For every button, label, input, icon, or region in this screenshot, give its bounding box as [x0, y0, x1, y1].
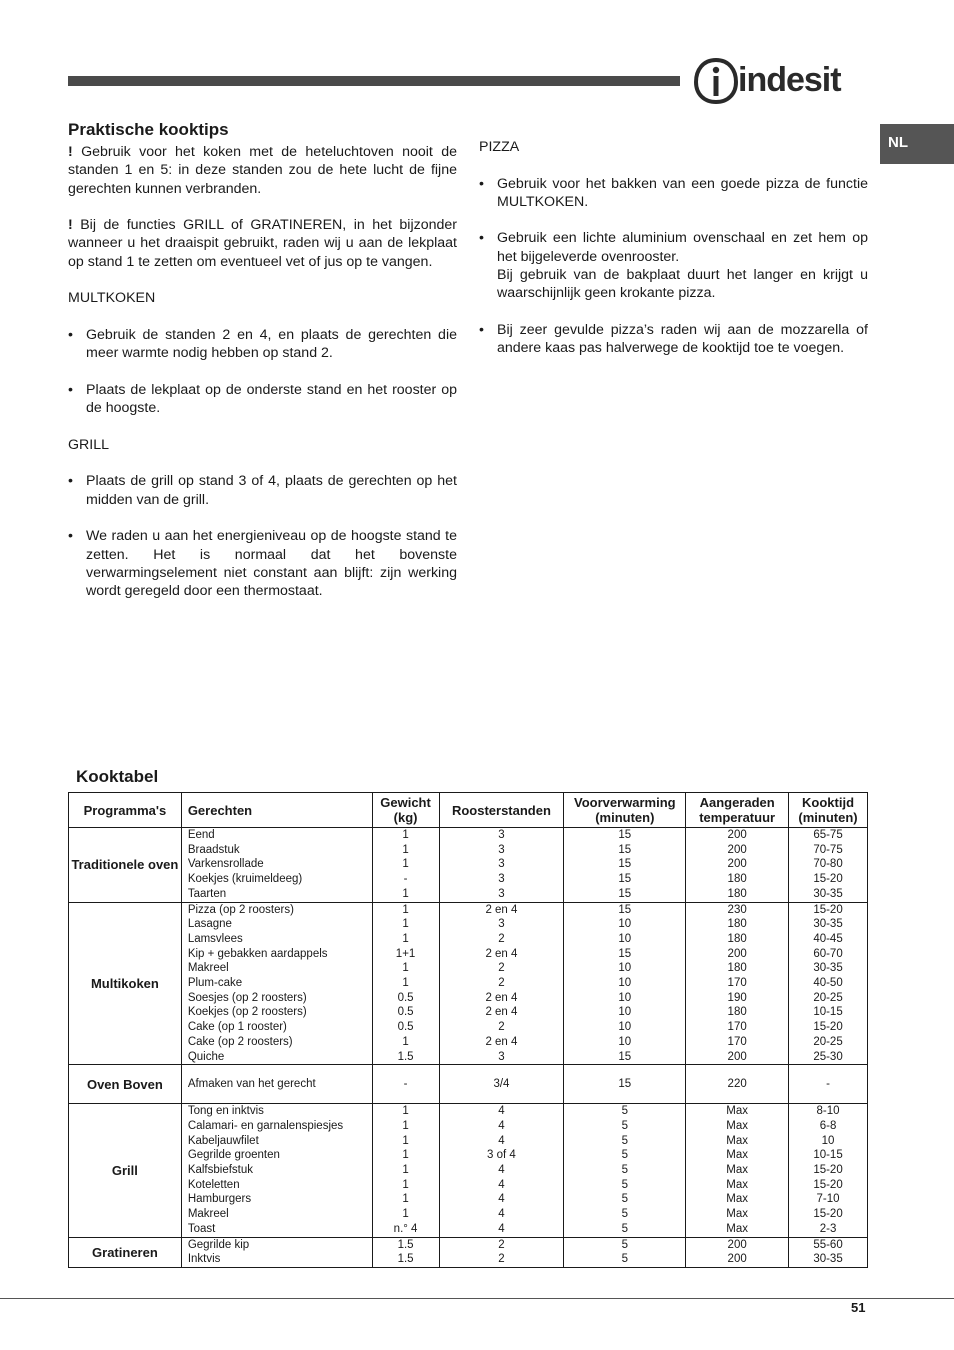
cell-line: 1.5 — [397, 1253, 414, 1266]
table-title: Kooktabel — [76, 767, 159, 786]
cell-line: 230 — [727, 903, 747, 916]
cell-line: 10 — [821, 1134, 835, 1147]
cell-line: 5 — [621, 1119, 628, 1132]
cell-line: 1 — [402, 843, 409, 856]
weight-cell — [372, 902, 439, 1065]
cell-line: 1 — [402, 932, 409, 945]
dishes-cell — [181, 1104, 372, 1237]
page-number: 51 — [851, 1300, 866, 1315]
cell-line: 4 — [498, 1119, 505, 1132]
cell-line: 200 — [727, 858, 747, 871]
cell-line: 1 — [402, 1105, 409, 1118]
cell-line: 4 — [498, 1134, 505, 1147]
dishes-cell — [181, 1237, 372, 1267]
cell-line: 1 — [402, 1164, 409, 1177]
program-cell: Traditionele oven — [69, 828, 182, 903]
cell-line: Varkensrollade — [187, 858, 264, 871]
cell-line: Max — [726, 1134, 749, 1147]
rack-cell — [439, 828, 564, 903]
cell-line: Max — [726, 1178, 749, 1191]
rack-cell — [439, 1104, 564, 1237]
header-kooktijd: Kooktijd (minuten) — [789, 793, 868, 828]
list-item-text: Bij gebruik van de bakplaat duurt het langer en krijgt u waarschijnlijk geen krokante pizza. — [497, 267, 868, 302]
cell-line: 1.5 — [397, 1050, 414, 1063]
cell-line: 200 — [727, 843, 747, 856]
preheat-cell — [564, 902, 686, 1065]
cell-line: 3/4 — [493, 1077, 510, 1090]
cooking-tips-right-column — [479, 138, 868, 358]
cooking-tips-left-column — [68, 120, 457, 600]
cell-line: 40-45 — [813, 932, 843, 945]
cell-line: 30-35 — [813, 1253, 843, 1266]
cell-line: 200 — [727, 947, 747, 960]
cell-line: 2 — [498, 977, 505, 990]
header-roosterstanden: Roosterstanden — [439, 793, 564, 828]
note-1 — [68, 143, 457, 198]
cell-line: 30-35 — [813, 962, 843, 975]
list-item: • Plaats de lekplaat op de onderste stand en het rooster op de hoogste. — [68, 381, 457, 417]
cell-line: 4 — [498, 1105, 505, 1118]
header-gerechten: Gerechten — [181, 793, 372, 828]
time-cell — [789, 1237, 868, 1267]
cell-line: 1 — [402, 1134, 409, 1147]
cell-line: 15 — [618, 887, 632, 900]
cell-line: 70-80 — [813, 858, 843, 871]
cell-line: 10 — [618, 977, 632, 990]
header-programma: Programma's — [69, 793, 182, 828]
cell-line: 2 en 4 — [485, 1035, 518, 1048]
cell-line: 5 — [621, 1238, 628, 1251]
list-item-text: Bij zeer gevulde pizza’s raden wij aan de mozzarella of andere kaas pas halverwege de kooktijd toe te voegen. — [497, 321, 868, 357]
cell-line: 0.5 — [397, 1021, 414, 1034]
table-row — [69, 1237, 868, 1267]
cell-line: 3 of 4 — [487, 1149, 516, 1162]
logo-wordmark: indesit — [738, 61, 841, 99]
cell-line: 15-20 — [813, 1021, 843, 1034]
cell-line: 180 — [727, 932, 747, 945]
cell-line: 2 — [498, 1238, 505, 1251]
cell-line: 10-15 — [813, 1006, 843, 1019]
time-cell — [789, 1104, 868, 1237]
grill-heading: GRILL — [68, 436, 110, 453]
table-row — [69, 828, 868, 903]
cell-line: 5 — [621, 1253, 628, 1266]
cell-line: 1 — [402, 962, 409, 975]
section-title: Praktische kooktips — [68, 120, 229, 139]
cell-line: 220 — [727, 1077, 747, 1090]
cell-line: 2 — [498, 1021, 505, 1034]
cell-line: 200 — [727, 1253, 747, 1266]
cell-line: 15-20 — [813, 873, 843, 886]
cell-line: 3 — [498, 858, 505, 871]
cell-line: 1.5 — [397, 1238, 414, 1251]
header-bar — [68, 76, 680, 86]
cell-line: 0.5 — [397, 1006, 414, 1019]
cell-line: 4 — [498, 1222, 505, 1235]
cell-line: 1 — [402, 903, 409, 916]
cell-line: Kalfsbiefstuk — [187, 1164, 254, 1177]
program-cell: Grill — [69, 1104, 182, 1237]
cell-line: Makreel — [187, 1208, 229, 1221]
temperature-cell — [686, 828, 789, 903]
cell-line: Taarten — [187, 887, 227, 900]
cell-line: 70-75 — [813, 843, 843, 856]
cell-line: 170 — [727, 977, 747, 990]
header-temperatuur: Aangeraden temperatuur — [686, 793, 789, 828]
cell-line: 15 — [618, 1077, 632, 1090]
cell-line: 1 — [402, 1178, 409, 1191]
table-body — [69, 828, 868, 1268]
cell-line: Tong en inktvis — [187, 1105, 264, 1118]
cell-line: 20-25 — [813, 991, 843, 1004]
rack-cell — [439, 1065, 564, 1104]
program-cell: Oven Boven — [69, 1065, 182, 1104]
cell-line: 190 — [727, 991, 747, 1004]
cell-line: 25-30 — [813, 1050, 843, 1063]
list-item: • Gebruik voor het bakken van een goede pizza de functie MULTKOKEN. — [479, 175, 868, 210]
note-1-text: Gebruik voor het koken met de heteluchtoven nooit de standen 1 en 5: in deze standen zou de hete lucht de fijne gerechten kunnen verbranden. — [68, 144, 457, 197]
cell-line: 180 — [727, 873, 747, 886]
temperature-cell — [686, 902, 789, 1065]
cell-line: 15 — [618, 858, 632, 871]
cell-line: 3 — [498, 873, 505, 886]
temperature-cell — [686, 1065, 789, 1104]
cell-line: 10-15 — [813, 1149, 843, 1162]
cell-line: Eend — [187, 829, 215, 841]
header-gewicht: Gewicht (kg) — [372, 793, 439, 828]
program-cell: Multikoken — [69, 902, 182, 1065]
cell-line: n.° 4 — [393, 1222, 418, 1235]
cell-line: 180 — [727, 918, 747, 931]
cell-line: 2 en 4 — [485, 1006, 518, 1019]
cell-line: Hamburgers — [187, 1193, 252, 1206]
program-cell: Gratineren — [69, 1237, 182, 1267]
preheat-cell — [564, 1065, 686, 1104]
cell-line: Cake (op 2 roosters) — [187, 1035, 293, 1048]
cell-line: 2 — [498, 1253, 505, 1266]
list-item: • Bij zeer gevulde pizza’s raden wij aan de mozzarella of andere kaas pas halverwege de kooktijd toe te voegen. — [479, 321, 868, 357]
cell-line: 10 — [618, 1006, 632, 1019]
cell-line: Pizza (op 2 roosters) — [187, 903, 294, 916]
list-item: • Gebruik een lichte aluminium ovenschaal en zet hem op het bijgeleverde ovenrooster. Bij gebruik van de bakplaat duurt het langer en krijgt u waarschijnlijk geen krokante pizza. — [479, 230, 868, 302]
cell-line: Max — [726, 1222, 749, 1235]
cell-line: 2 en 4 — [485, 903, 518, 916]
cell-line: 4 — [498, 1178, 505, 1191]
cell-line: 4 — [498, 1164, 505, 1177]
time-cell — [789, 1065, 868, 1104]
cell-line: 0.5 — [397, 991, 414, 1004]
cell-line: 1 — [402, 858, 409, 871]
cell-line: 2 — [498, 932, 505, 945]
dishes-cell — [181, 902, 372, 1065]
cell-line: 1 — [402, 918, 409, 931]
cell-line: 1 — [402, 1035, 409, 1048]
cell-line: 65-75 — [813, 829, 843, 841]
cell-line: 10 — [618, 1021, 632, 1034]
table-row — [69, 1104, 868, 1237]
cell-line: 1 — [402, 977, 409, 990]
cell-line: 5 — [621, 1134, 628, 1147]
cell-line: 15-20 — [813, 1164, 843, 1177]
temperature-cell — [686, 1104, 789, 1237]
cell-line: Gegrilde kip — [187, 1238, 250, 1251]
cell-line: Soesjes (op 2 roosters) — [187, 991, 307, 1004]
cell-line: 200 — [727, 829, 747, 841]
cell-line: Gegrilde groenten — [187, 1149, 280, 1162]
cell-line: Max — [726, 1193, 749, 1206]
weight-cell — [372, 1237, 439, 1267]
cell-line: 1 — [402, 829, 409, 841]
cell-line: Max — [726, 1164, 749, 1177]
list-item: • Plaats de grill op stand 3 of 4, plaats de gerechten op het midden van de grill. — [68, 473, 457, 508]
cell-line: 6-8 — [819, 1119, 837, 1132]
cell-line: Toast — [187, 1222, 216, 1235]
cell-line: 1 — [402, 1149, 409, 1162]
cell-line: 170 — [727, 1021, 747, 1034]
cell-line: Quiche — [187, 1050, 225, 1063]
list-item-text: Plaats de lekplaat op de onderste stand en het rooster op de hoogste. — [86, 381, 457, 417]
cell-line: 10 — [618, 991, 632, 1004]
cell-line: 3 — [498, 829, 505, 841]
time-cell — [789, 902, 868, 1065]
cell-line: Kabeljauwfilet — [187, 1134, 259, 1147]
cell-line: 5 — [621, 1105, 628, 1118]
cell-line: 30-35 — [813, 887, 843, 900]
cell-line: Koekjes (op 2 roosters) — [187, 1006, 307, 1019]
header-voorverwarming: Voorverwarming (minuten) — [564, 793, 686, 828]
cell-line: 15-20 — [813, 903, 843, 916]
warning-mark: ! — [68, 144, 73, 160]
cell-line: 180 — [727, 887, 747, 900]
table-header-row — [69, 793, 868, 828]
cell-line: 5 — [621, 1193, 628, 1206]
cell-line: Koekjes (kruimeldeeg) — [187, 873, 303, 886]
list-item-text: Gebruik een lichte aluminium ovenschaal en zet hem op het bijgeleverde ovenrooster. — [497, 230, 868, 265]
cell-line: 15 — [618, 829, 632, 841]
weight-cell — [372, 1065, 439, 1104]
list-item-text: Gebruik voor het bakken van een goede pizza de functie MULTKOKEN. — [497, 175, 868, 210]
cell-line: 2 en 4 — [485, 991, 518, 1004]
cell-line: 40-50 — [813, 977, 843, 990]
rack-cell — [439, 1237, 564, 1267]
cell-line: Calamari- en garnalenspiesjes — [187, 1119, 344, 1132]
cooking-table — [68, 792, 868, 1268]
cell-line: 55-60 — [813, 1238, 843, 1251]
cell-line: 15 — [618, 903, 632, 916]
cell-line: 1 — [402, 887, 409, 900]
cell-line: 200 — [727, 1238, 747, 1251]
list-item: • We raden u aan het energieniveau op de hoogste stand te zetten. Het is normaal dat het bovenste verwarmingselement niet constant aan blijft: zijn werking wordt geregeld door een thermostaat. — [68, 528, 457, 600]
cell-line: 8-10 — [816, 1105, 840, 1118]
cell-line: 180 — [727, 1006, 747, 1019]
cell-line: 20-25 — [813, 1035, 843, 1048]
cell-line: Braadstuk — [187, 843, 240, 856]
cell-line: 5 — [621, 1178, 628, 1191]
table-row — [69, 902, 868, 1065]
cell-line: 10 — [618, 932, 632, 945]
warning-mark: ! — [68, 217, 73, 234]
cell-line: 15 — [618, 843, 632, 856]
cell-line: Kip + gebakken aardappels — [187, 947, 328, 960]
cell-line: 3 — [498, 843, 505, 856]
weight-cell — [372, 828, 439, 903]
cell-line: 3 — [498, 887, 505, 900]
cell-line: 170 — [727, 1035, 747, 1048]
cell-line: Makreel — [187, 962, 229, 975]
cell-line: 4 — [498, 1208, 505, 1221]
cell-line: 15-20 — [813, 1178, 843, 1191]
cell-line: 4 — [498, 1193, 505, 1206]
preheat-cell — [564, 828, 686, 903]
language-tab: NL — [880, 124, 954, 164]
weight-cell — [372, 1104, 439, 1237]
list-item-text: Plaats de grill op stand 3 of 4, plaats de gerechten op het midden van de grill. — [86, 473, 457, 508]
note-2-text: Bij de functies GRILL of GRATINEREN, in het bijzonder wanneer u het draaispit gebruikt, raden wij u aan de lekplaat op stand 1 te zetten om eventueel vet of jus op te vangen. — [68, 217, 457, 270]
cell-line: 2 — [498, 962, 505, 975]
cell-line: 10 — [618, 918, 632, 931]
list-item: • Gebruik de standen 2 en 4, en plaats de gerechten die meer warmte nodig hebben op stand 2. — [68, 326, 457, 362]
preheat-cell — [564, 1237, 686, 1267]
cell-line: 180 — [727, 962, 747, 975]
preheat-cell — [564, 1104, 686, 1237]
cell-line: 7-10 — [816, 1193, 840, 1206]
cell-line: Koteletten — [187, 1178, 240, 1191]
note-2 — [68, 216, 457, 271]
time-cell — [789, 828, 868, 903]
cell-line: 60-70 — [813, 947, 843, 960]
logo-i-icon — [694, 56, 738, 106]
cell-line: 10 — [618, 962, 632, 975]
list-item-text: Gebruik de standen 2 en 4, en plaats de gerechten die meer warmte nodig hebben op stand 2. — [86, 326, 457, 362]
rack-cell — [439, 902, 564, 1065]
cell-line: 15 — [618, 947, 632, 960]
cell-line: Max — [726, 1119, 749, 1132]
cell-line: 15 — [618, 1050, 632, 1063]
cell-line: 2 en 4 — [485, 947, 518, 960]
cell-line: 3 — [498, 1050, 505, 1063]
cell-line: 1 — [402, 1193, 409, 1206]
cell-line: Max — [726, 1105, 749, 1118]
multi-heading: MULTKOKEN — [68, 290, 156, 307]
cell-line: 5 — [621, 1164, 628, 1177]
dishes-cell — [181, 828, 372, 903]
cell-line: - — [403, 873, 408, 886]
cell-line: Afmaken van het gerecht — [187, 1077, 316, 1090]
cell-line: 5 — [621, 1208, 628, 1221]
cell-line: 15-20 — [813, 1208, 843, 1221]
cell-line: 2-3 — [819, 1222, 837, 1235]
footer-rule — [0, 1298, 954, 1299]
cell-line: 5 — [621, 1222, 628, 1235]
cell-line: 15 — [618, 873, 632, 886]
table-row — [69, 1065, 868, 1104]
cell-line: 30-35 — [813, 918, 843, 931]
list-item-text: We raden u aan het energieniveau op de hoogste stand te zetten. Het is normaal dat het bovenste verwarmingselement niet constant aan blijft: zijn werking wordt geregeld door een thermostaat. — [86, 528, 457, 600]
cell-line: 1 — [402, 1208, 409, 1221]
indesit-logo — [694, 56, 870, 106]
cell-line: Max — [726, 1149, 749, 1162]
cell-line: Plum-cake — [187, 977, 243, 990]
cell-line: 1 — [402, 1119, 409, 1132]
cell-line: 3 — [498, 918, 505, 931]
pizza-heading: PIZZA — [479, 139, 520, 155]
cell-line: Max — [726, 1208, 749, 1221]
cell-line: - — [826, 1077, 830, 1090]
dishes-cell — [181, 1065, 372, 1104]
cell-line: Cake (op 1 rooster) — [187, 1021, 287, 1034]
cell-line: 10 — [618, 1035, 632, 1048]
cell-line: 200 — [727, 1050, 747, 1063]
cell-line: 5 — [621, 1149, 628, 1162]
cell-line: Lamsvlees — [187, 932, 243, 945]
temperature-cell — [686, 1237, 789, 1267]
cell-line: 1+1 — [395, 947, 416, 960]
cell-line: Lasagne — [187, 918, 232, 931]
cell-line: - — [403, 1077, 408, 1090]
cell-line: Inktvis — [187, 1253, 221, 1266]
